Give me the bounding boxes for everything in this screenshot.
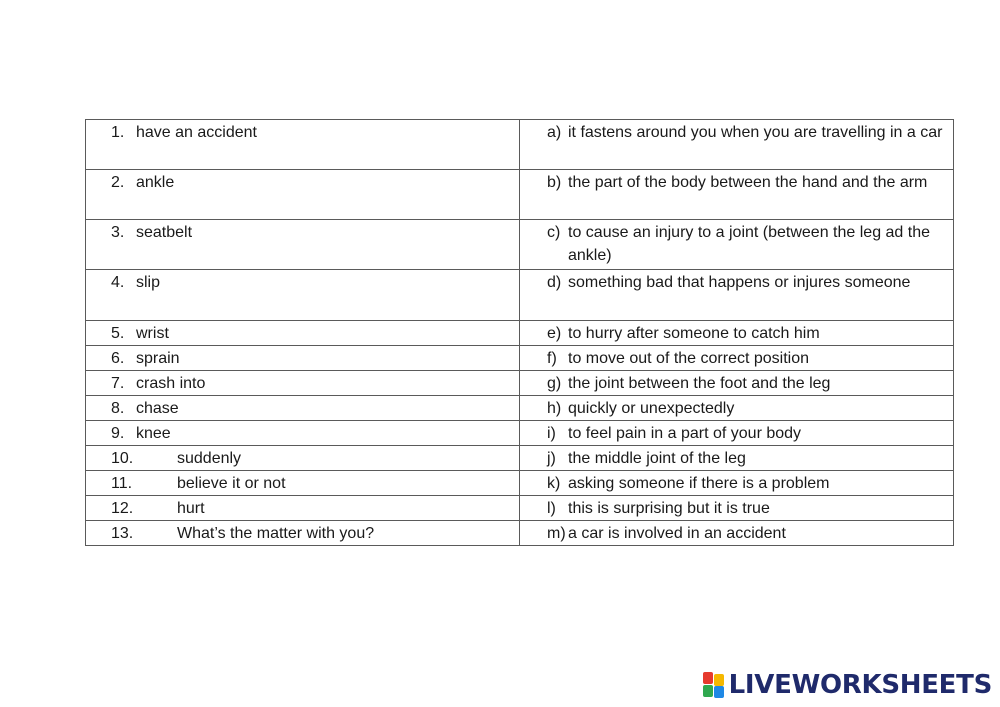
term-number: 12.: [111, 500, 134, 517]
definition-text: this is surprising but it is true: [568, 500, 770, 517]
term-text: wrist: [136, 325, 169, 342]
table-row: [86, 371, 954, 396]
term-number: 4.: [111, 274, 125, 291]
definition-text: asking someone if there is a problem: [568, 475, 830, 492]
term-cell: [86, 346, 520, 371]
term-number: 2.: [111, 174, 125, 191]
table-row: [86, 321, 954, 346]
definition-text: to feel pain in a part of your body: [568, 425, 802, 442]
table-row: [86, 446, 954, 471]
definition-letter: l): [547, 500, 556, 517]
definition-letter: f): [547, 350, 557, 367]
definition-text: something bad that happens or injures someone: [568, 274, 911, 291]
definition-cell: [520, 321, 954, 346]
logo-block-yellow: [714, 674, 724, 686]
term-number: 7.: [111, 375, 125, 392]
definition-letter: k): [547, 475, 561, 492]
definition-cell: [520, 471, 954, 496]
table-row: [86, 270, 954, 321]
term-cell: [86, 496, 520, 521]
term-cell: [86, 321, 520, 346]
matching-table: [85, 119, 954, 546]
term-number: 5.: [111, 325, 125, 342]
definition-text: the joint between the foot and the leg: [568, 375, 831, 392]
table-row: [86, 170, 954, 220]
definition-cell: [520, 170, 954, 220]
term-number: 3.: [111, 224, 125, 241]
definition-text: it fastens around you when you are travelling in a car: [568, 124, 943, 141]
definition-cell: [520, 496, 954, 521]
definition-text: a car is involved in an accident: [568, 525, 786, 542]
table-row: [86, 220, 954, 270]
term-number: 1.: [111, 124, 125, 141]
definition-letter: i): [547, 425, 556, 442]
definition-letter: c): [547, 224, 561, 241]
definition-letter: d): [547, 274, 562, 291]
definition-cell: [520, 371, 954, 396]
term-number: 6.: [111, 350, 125, 367]
definition-letter: j): [547, 450, 556, 467]
logo-block-red: [703, 672, 713, 684]
table-row: [86, 471, 954, 496]
definition-cell: [520, 521, 954, 546]
definition-text: the part of the body between the hand and the arm: [568, 174, 928, 191]
term-number: 9.: [111, 425, 125, 442]
definition-letter: e): [547, 325, 562, 342]
logo-blocks-icon: [703, 672, 725, 698]
definition-cell: [520, 220, 954, 270]
term-text: crash into: [136, 375, 206, 392]
term-cell: [86, 421, 520, 446]
definition-text: to cause an injury to a joint (between the leg ad the ankle): [568, 224, 931, 264]
term-number: 10.: [111, 450, 134, 467]
definition-cell: [520, 120, 954, 170]
term-text: What’s the matter with you?: [177, 525, 375, 542]
matching-table-body: [86, 120, 954, 546]
liveworksheets-logo: [703, 669, 992, 701]
term-number: 11.: [111, 475, 133, 492]
table-row: [86, 496, 954, 521]
definition-cell: [520, 396, 954, 421]
definition-text: the middle joint of the leg: [568, 450, 746, 467]
definition-letter: a): [547, 124, 562, 141]
term-text: ankle: [136, 174, 175, 191]
term-text: sprain: [136, 350, 180, 367]
definition-cell: [520, 346, 954, 371]
term-text: hurt: [177, 500, 205, 517]
definition-cell: [520, 446, 954, 471]
term-text: chase: [136, 400, 179, 417]
definition-letter: g): [547, 375, 562, 392]
term-number: 13.: [111, 525, 134, 542]
term-cell: [86, 471, 520, 496]
definition-cell: [520, 270, 954, 321]
term-text: suddenly: [177, 450, 242, 467]
table-row: [86, 346, 954, 371]
term-cell: [86, 446, 520, 471]
definition-cell: [520, 421, 954, 446]
term-text: knee: [136, 425, 171, 442]
definition-letter: h): [547, 400, 562, 417]
table-row: [86, 421, 954, 446]
term-text: slip: [136, 274, 161, 291]
table-row: [86, 396, 954, 421]
term-cell: [86, 396, 520, 421]
definition-text: to move out of the correct position: [568, 350, 810, 367]
logo-block-green: [703, 685, 713, 697]
term-cell: [86, 220, 520, 270]
term-text: seatbelt: [136, 224, 193, 241]
term-number: 8.: [111, 400, 125, 417]
definition-letter: m): [547, 525, 566, 542]
term-text: believe it or not: [177, 475, 286, 492]
table-row: [86, 120, 954, 170]
term-text: have an accident: [136, 124, 257, 141]
definition-letter: b): [547, 174, 562, 191]
term-cell: [86, 521, 520, 546]
term-cell: [86, 170, 520, 220]
logo-text: LIVEWORKSHEETS: [728, 670, 992, 700]
term-cell: [86, 120, 520, 170]
table-row: [86, 521, 954, 546]
term-cell: [86, 270, 520, 321]
logo-block-blue: [714, 686, 724, 698]
term-cell: [86, 371, 520, 396]
definition-text: to hurry after someone to catch him: [568, 325, 820, 342]
definition-text: quickly or unexpectedly: [568, 400, 735, 417]
